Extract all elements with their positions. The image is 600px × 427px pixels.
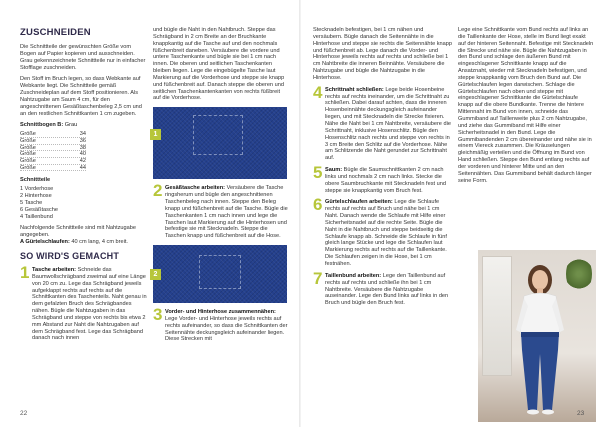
step-title: Tasche arbeiten: <box>32 267 77 273</box>
model-photo <box>478 250 596 422</box>
parts-note: Nachfolgende Schnittteile sind mit Nahtzugabe angegeben. A Gürtelschlaufen: 40 cm lang, 4 cm breit. <box>20 225 136 246</box>
step-text: Lege die Schlaufe rechts auf rechts auf Bruch und nähe bei 1 cm Naht. Danach wende die Schlaufe mit Hilfe einer Sicherheitsnadel auf die rechte Seite. Bügle die Naht in die Nahtbruch und steppe beidseitig die Schlaufe knapp ab. Schneide die Schlaufe in fünf gleich lange Stücke und lege die Schlaufen laut Markierung rechts auf rechts auf die Taillenkante. Die Schlaufen zeigen in die Hose, bei 1 cm festnähen. <box>325 199 447 267</box>
step-4 <box>313 82 453 162</box>
size-row: Größe 42 <box>20 158 86 165</box>
pocket-outline <box>199 255 241 289</box>
part-item: 5 Tasche <box>20 199 43 206</box>
book-gutter <box>299 0 301 427</box>
parts-title: Schnittteile <box>20 177 51 184</box>
step-3-continued: Stecknadeln befestigen, bei 1 cm nähen und versäubern. Bügle danach die Seitennähte in die Hinterhose und steppe sie rechts die Seitennähte knapp und füßchenbreit ab. Lege danach die Vorder- und Hinterhose jeweils rechts auf rechts und schließe bei 1 cm Nahtbreite die inneren Beinnähte. Versäubere die Nahtzugabe und bügle die Nahtzugabe in die Hinterhose. <box>313 27 453 81</box>
column-2 <box>153 27 289 348</box>
step-2-photo <box>153 245 287 303</box>
page-number-left: 22 <box>20 410 28 417</box>
part-item: 2 Hinterhose <box>20 193 52 200</box>
step-number: 4 <box>313 82 323 102</box>
size-table <box>20 131 86 171</box>
step-7-continued: Lege eine Schnittkante vom Bund rechts auf links an die Taillenkante der Hose, stelle im Bund liegt exakt auf der hinteren Seitennaht. Befestige mit Stecknadeln die Strecke und nähe sie. Bügle die Nahtzugaben in den Bund und schlage den äußeren Bund mit eingeschlagener Schnittkante knapp auf die Ansatznaht, wieder mit Stecknadeln befestigen, und steppe knappkantig vom Bruch den Bund auf. Die Gürtelschlaufen legen darwischen. Schlage die Gürtelschlaufen nach oben und steppe mit eingeschlagener Schnittkante die Gürtelschlaufe knapp auf die obere Bundkante. Trenne die hintere Mittennaht im Bund von innen, schneide das Gummiband auf Taillenweite plus 2 cm Nahtzugabe, und ziehe das Gummiband mit Hilfe einer Sicherheitsnadel in den Bund. Lege die Gummibandenden 2 cm übereinander und nähe sie in einem Viereck zusammen. Die Kräuselungen gleichmäßig verteilen und die Öffnung im Bund von Hand schließen. Steppe den Bund entlang rechts auf der vorderen und hinterer Mitte und an den Seitennähten. Das Gummiband behält dadurch länger seine Form. <box>458 27 594 184</box>
step-text: Schneide das Baumwollschrägband zweimal auf eine Länge von 20 cm zu. Lege das Schrägband jeweils aufgeklappt rechts auf rechts auf die Schnittkanten des Taschenteils. Naht genau in dem gefalzten Bruch des Schrägbandes nähen. Bügle die Nahtzugaben in das Schrägband und steppe von rechts bis etwa 2 mm Abstand zur Naht die Nahtzugaben auf dem Schrägband fest. Lege das Schrägband danach nach innen <box>32 267 147 342</box>
size-row: Größe 34 <box>20 131 86 138</box>
step-number: 2 <box>153 181 163 201</box>
step-text: Lege Vorder- und Hinterhose jeweils rechts auf rechts aufeinander, so dass die Schnittkanten der Seitennähte deckungsgleich aufeinander liegen. Diese Strecken mit <box>165 315 288 343</box>
step-title: Schrittnaht schließen: <box>325 86 384 93</box>
heading-cutting: ZUSCHNEIDEN <box>20 27 91 38</box>
step-text: Versäubere die Tasche ringsherum und bügle den angeschnittenen Taschenbeleg nach innen. Steppe den Beleg knapp und füßchenbreit auf die Tasche. Bügle die Taschenkanten 1 cm nach innen und lege die Taschen laut Markierung auf die Hinterhosen und befestige sie mit Stecknadeln. Steppe die Taschen knapp und füßchenbreit auf die Hose. <box>165 185 288 240</box>
column-4 <box>458 27 594 189</box>
size-row: Größe 44 <box>20 164 86 171</box>
size-row: Größe 36 <box>20 137 86 144</box>
step-6 <box>313 195 453 267</box>
step-number: 1 <box>20 263 30 282</box>
part-item: 4 Taillenbund <box>20 213 53 220</box>
part-item: 1 Vorderhose <box>20 186 54 193</box>
heading-howto: SO WIRD'S GEMACHT <box>20 251 120 261</box>
step-number: 3 <box>153 305 163 325</box>
step-text: Lege beide Hosenbeine rechts auf rechts ineinander, um die Schrittnaht zu schließen. Dabei darauf achten, dass die inneren Hosenbeinnähte deckungsgleich aufeinander liegen, und mit Stecknadeln die Strecke fixieren. Nähe die Naht bei 1 cm Nahtbreite, versäubere die Schrittnaht, inklusive Hosenschlitz. Bügle den Hosenschlitz nach rechts und steppe von rechts in 3 cm Breite den Schlitz auf die Vorderhose. Nähe am Schlitzende die Naht gerundet zur Schrittnaht auf. <box>325 86 451 162</box>
intro-paragraph-1: Die Schnittteile der gewünschten Größe vom Bogen auf Papier kopieren und ausschneiden. Grau gekennzeichnete Schnittteile nur in einfacher Stofflage zuschneiden. <box>20 44 146 71</box>
step-title: Gesäßtasche arbeiten: <box>165 185 226 192</box>
step-title: Taillenbund arbeiten: <box>325 272 382 279</box>
size-row: Größe 38 <box>20 144 86 151</box>
step-number: 5 <box>313 163 323 183</box>
woman-figure <box>478 250 596 422</box>
step-number: 7 <box>313 268 323 288</box>
step-title: Vorder- und Hinterhose zusammennähen: <box>165 309 276 316</box>
step-1-photo <box>153 107 287 179</box>
size-row: Größe 40 <box>20 151 86 158</box>
pocket-outline <box>193 115 243 155</box>
step-7 <box>313 268 453 307</box>
step-title: Saum: <box>325 167 343 174</box>
step-3 <box>153 305 289 343</box>
part-item: 6 Gesäßtasche <box>20 206 58 213</box>
column-3 <box>313 27 453 312</box>
page-number-right: 23 <box>577 410 585 417</box>
step-1 <box>20 263 148 342</box>
step-2 <box>153 181 289 240</box>
step-number: 6 <box>313 195 323 215</box>
size-title: Schnittbogen B: Grau <box>20 122 78 129</box>
step-title: Gürtelschlaufen arbeiten: <box>325 199 393 206</box>
intro-paragraph-2: Den Stoff im Bruch legen, so dass Webkante auf Webkante liegt. Die Schnittteile gemäß Zuschneideplan auf dem Stoff positionieren. Als Nahtzugabe am Saum 4 cm, für den angeschnittenen Gesäßtaschenbeleg 2,5 cm und an den restlichen Schnittkanten 1 cm zugeben. <box>20 76 142 117</box>
step-5 <box>313 163 453 194</box>
parts-list <box>20 186 148 220</box>
column-1 <box>20 28 148 347</box>
photo-badge: 1 <box>150 129 161 140</box>
step-text: Lege den Taillenbund auf rechts auf rechts und schließe ihn bei 1 cm Nahtbreite. Versäubere die Nahtzugabe auseinander. Lege den Bund links auf links in den Bruch und bügle den Bruch fest. <box>325 272 449 307</box>
step-text: Bügle die Saumschnittkanten 2 cm nach links und nochmals 2 cm nach links. Stecke die obere Saumbruchkante mit Stecknadeln fest und steppe sie knappkantig vom Bruch fest. <box>325 167 446 194</box>
step-1-continued: und bügle die Naht in den Nahtbruch. Steppe das Schrägband in 2 cm Breite an der Bruchkante knappkantig auf die Tasche auf und den nochmals füßchenbreit daneben. Versäubere die vordere und untere Taschenkante und bügle sie bei 1 cm nach innen. Die oberen und seitlichen Taschenkanten bleiben liegen. Lege die eingebügelte Tasche laut Markierung auf die Vorderhose und steppe sie knapp und füßchenbreit auf. Danach steppe die oberen und seitlichen Taschenkantenkanten von rechts füßbreit auf die Vorderhose. <box>153 27 285 102</box>
photo-badge: 2 <box>150 269 161 280</box>
